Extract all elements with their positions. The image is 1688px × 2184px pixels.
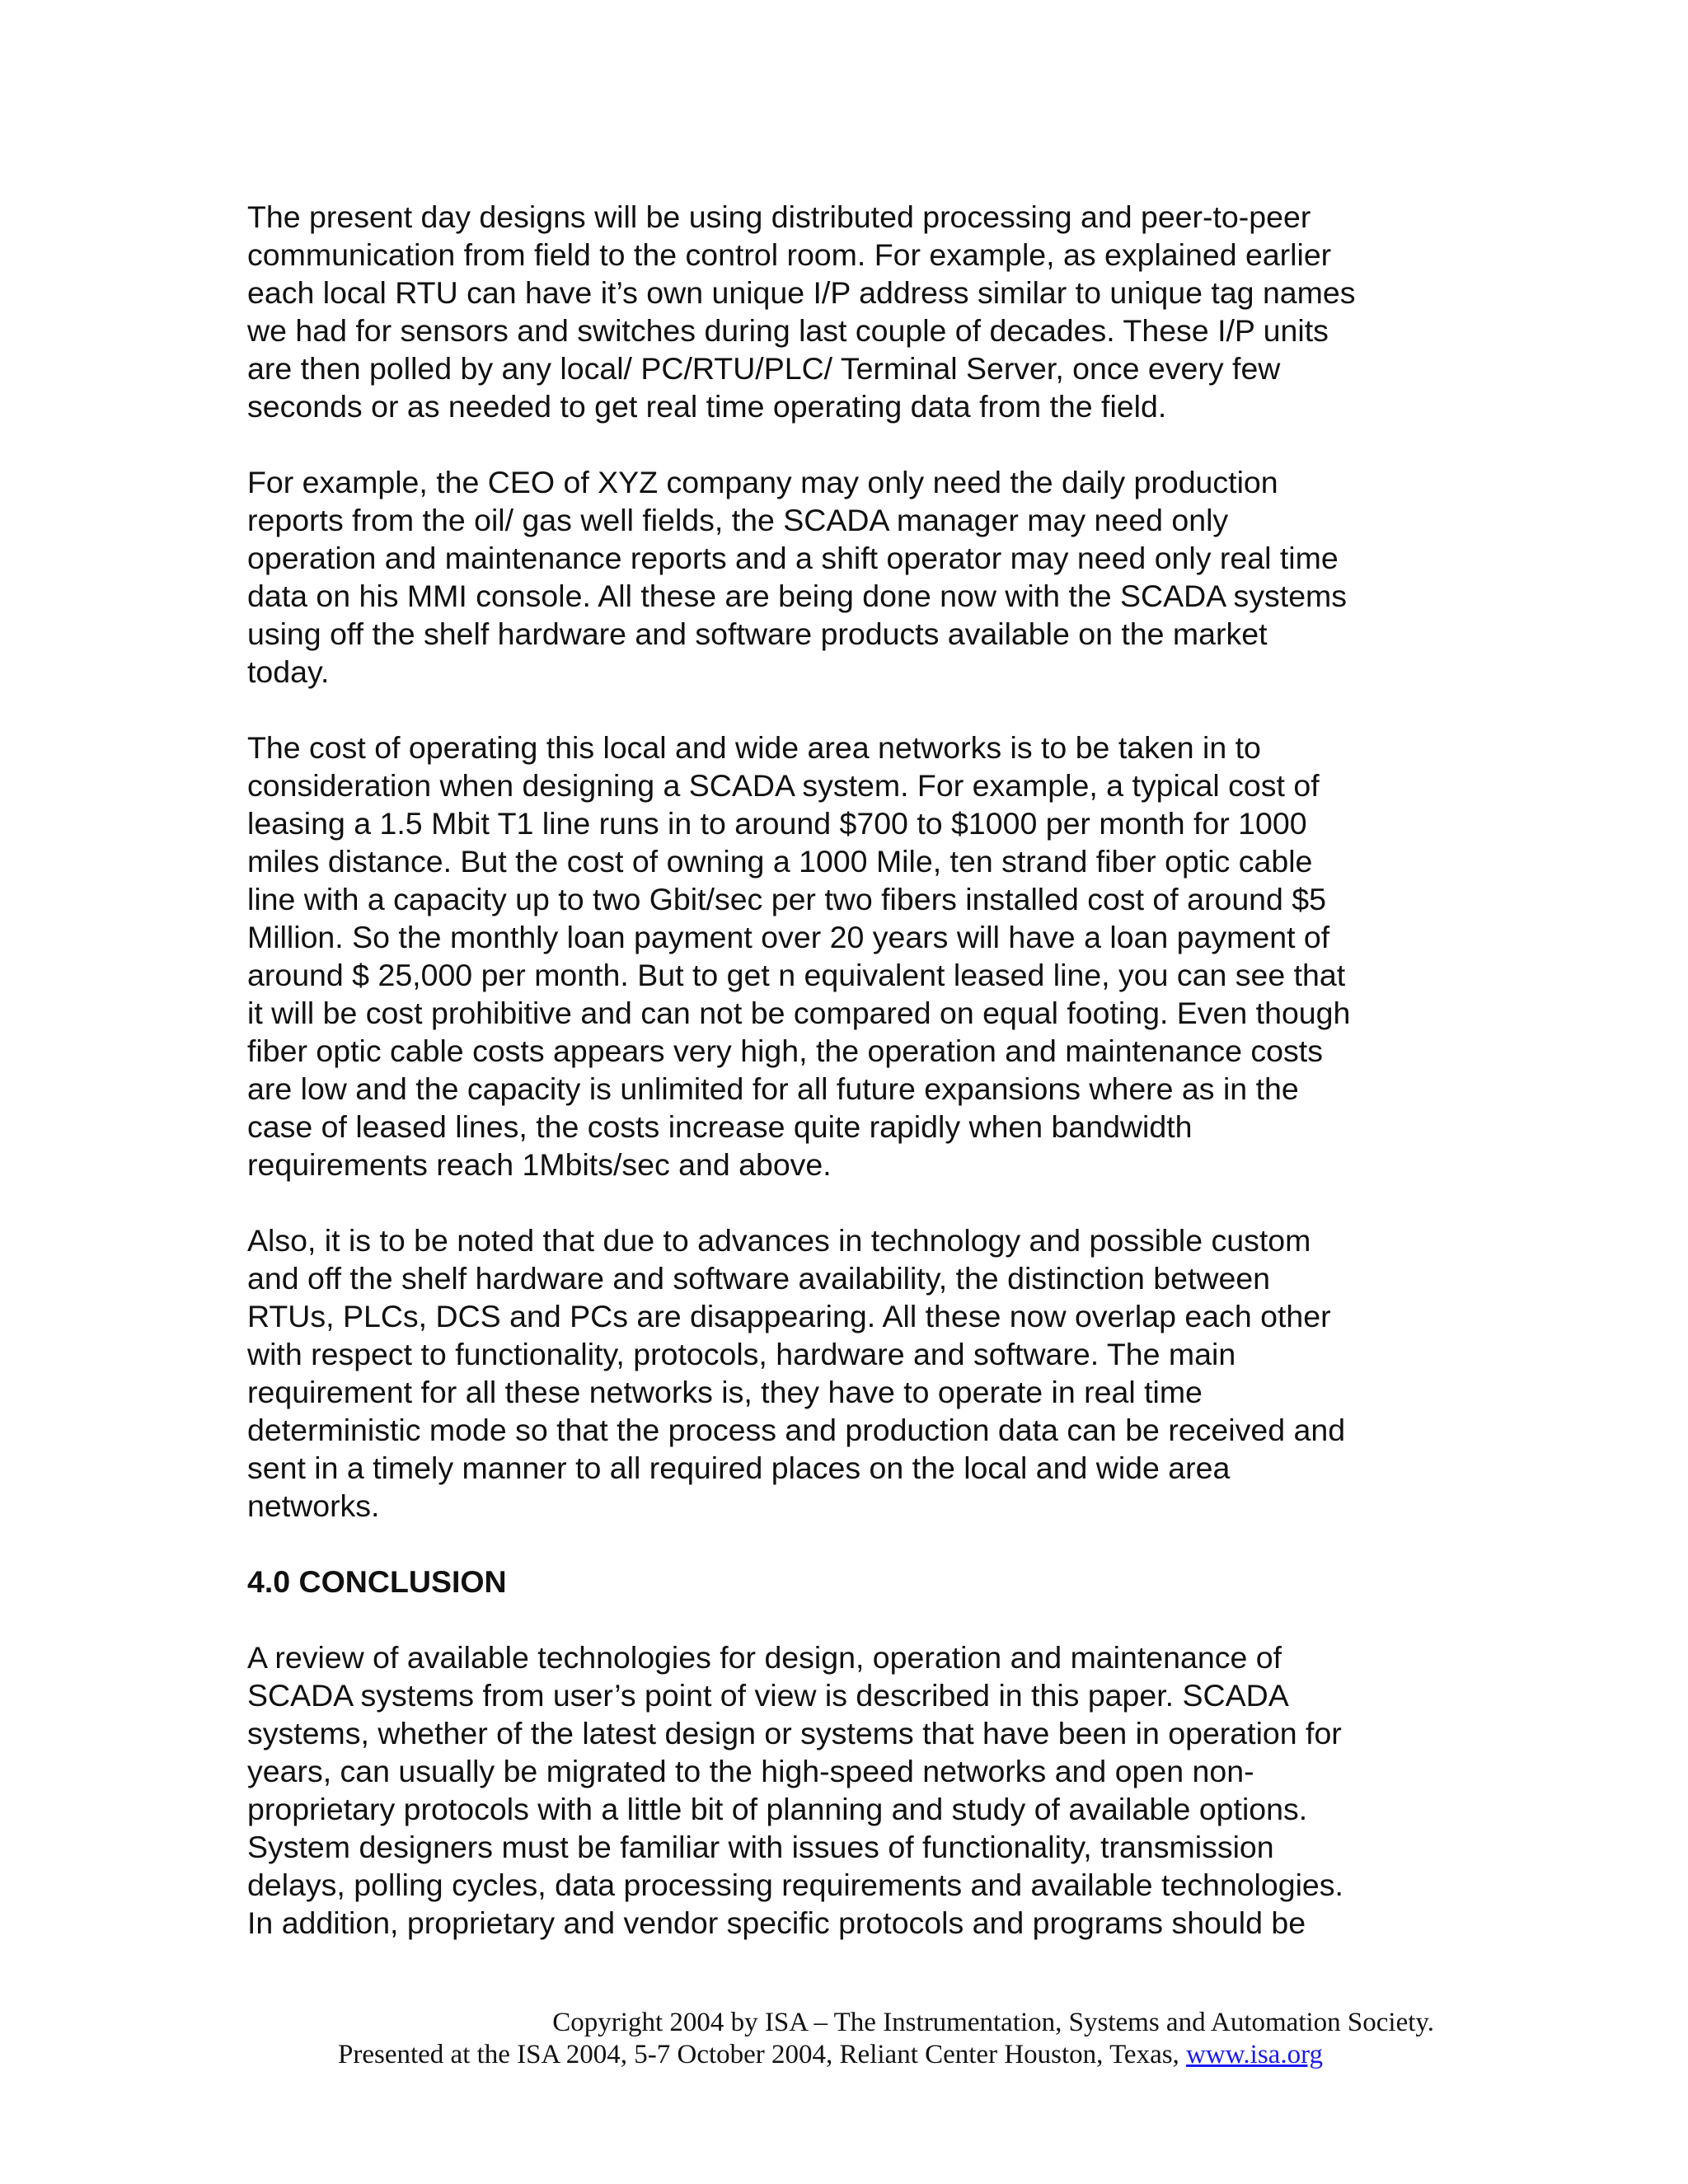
footer-copyright: Copyright 2004 by ISA – The Instrumentation, Systems and Automation Society.	[552, 2008, 1434, 2037]
paragraph-network-cost: The cost of operating this local and wide area networks is to be taken in to consideration when designing a SCADA system. For example, a typical cost of leasing a 1.5 Mbit T1 line runs in to around $700 to $1000 per month for 1000 miles distance. But the cost of owning a 1000 Mile, ten strand fiber optic cable line with a capacity up to two Gbit/sec per two fibers installed cost of around $5 Million. So the monthly loan payment over 20 years will have a loan payment of around $ 25,000 per month. But to get n equivalent leased line, you can see that it will be cost prohibitive and can not be compared on equal footing. Even though fiber optic cable costs appears very high, the operation and maintenance costs are low and the capacity is unlimited for all future expansions where as in the case of leased lines, the costs increase quite rapidly when bandwidth requirements reach 1Mbits/sec and above.	[247, 730, 1351, 1182]
page-footer	[0, 2007, 1434, 2071]
footer-link-isa[interactable]: www.isa.org	[1186, 2040, 1323, 2069]
section-heading-conclusion: 4.0 CONCLUSION	[247, 1564, 507, 1599]
footer-presented-text: Presented at the ISA 2004, 5-7 October 2004, Reliant Center Houston, Texas,	[338, 2040, 1187, 2069]
body-text	[247, 198, 1451, 1980]
paragraph-distributed-processing: The present day designs will be using distributed processing and peer-to-peer communication from field to the control room. For example, as explained earlier each local RTU can have it’s own unique I/P address similar to unique tag names we had for sensors and switches during last couple of decades. These I/P units are then polled by any local/ PC/RTU/PLC/ Terminal Server, once every few seconds or as needed to get real time operating data from the field.	[247, 199, 1356, 424]
paragraph-conclusion: A review of available technologies for design, operation and maintenance of SCADA systems from user’s point of view is described in this paper. SCADA systems, whether of the latest design or systems that have been in operation for years, can usually be migrated to the high-speed networks and open non- proprietary protocols with a little bit of planning and study of available options. System designers must be familiar with issues of functionality, transmission delays, polling cycles, data processing requirements and available technologies. In addition, proprietary and vendor specific protocols and programs should be	[247, 1640, 1343, 1940]
footer-presented	[338, 2039, 1688, 2071]
paragraph-distinction: Also, it is to be noted that due to advances in technology and possible custom and off the shelf hardware and software availability, the distinction between RTUs, PLCs, DCS and PCs are disappearing. All these now overlap each other with respect to functionality, protocols, hardware and software. The main requirement for all these networks is, they have to operate in real time deterministic mode so that the process and production data can be received and sent in a timely manner to all required places on the local and wide area networks.	[247, 1223, 1346, 1523]
paragraph-ceo-example: For example, the CEO of XYZ company may only need the daily production reports from the oil/ gas well fields, the SCADA manager may need only operation and maintenance reports and a shift operator may need only real time data on his MMI console. All these are being done now with the SCADA systems using off the shelf hardware and software products available on the market today.	[247, 465, 1348, 689]
